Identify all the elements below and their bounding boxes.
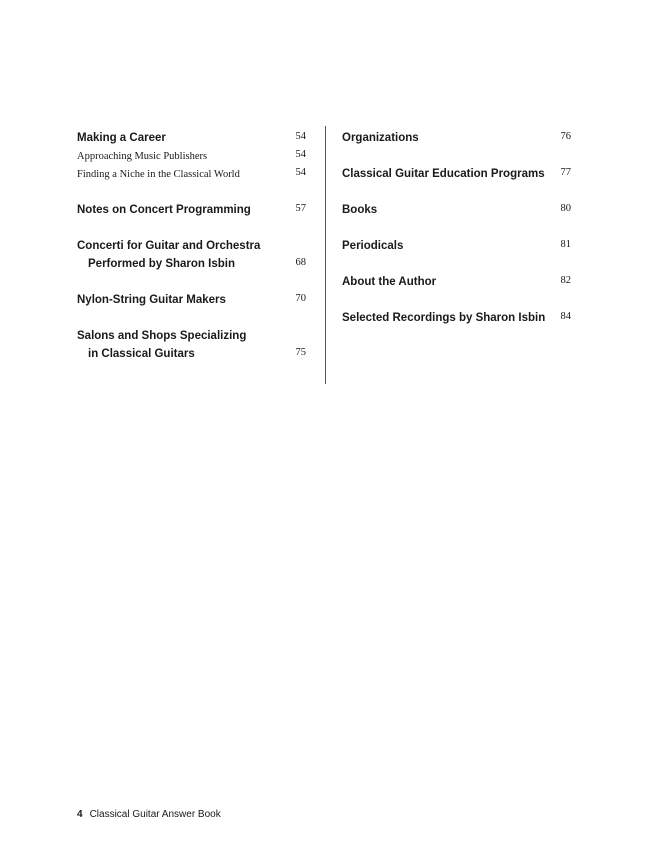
toc-page-number: 54 — [295, 149, 306, 160]
toc-entry-about-author[interactable] — [342, 272, 571, 290]
toc-entry-title: Making a Career — [77, 132, 166, 144]
footer-book-title: Classical Guitar Answer Book — [89, 809, 221, 820]
toc-entry-title: Selected Recordings by Sharon Isbin — [342, 312, 546, 324]
toc-right-column — [342, 128, 571, 326]
toc-entry-books[interactable] — [342, 200, 571, 218]
toc-entry-title: Salons and Shops Specializing — [77, 330, 247, 342]
toc-entry-concert-programming[interactable] — [77, 200, 306, 218]
toc-page-number: 54 — [295, 167, 306, 178]
toc-entry-periodicals[interactable] — [342, 236, 571, 254]
toc-entry-selected-recordings[interactable] — [342, 308, 571, 326]
toc-page-number: 68 — [295, 257, 306, 268]
toc-left-column — [77, 128, 306, 362]
toc-entry-title-continued: Performed by Sharon Isbin — [88, 258, 235, 270]
toc-entry-title: Nylon-String Guitar Makers — [77, 294, 226, 306]
toc-page-number: 76 — [560, 131, 571, 142]
footer-page-number: 4 — [77, 809, 83, 820]
toc-entry-title: Notes on Concert Programming — [77, 204, 251, 216]
toc-entry-concerti-line2[interactable] — [77, 254, 306, 272]
toc-entry-title: Concerti for Guitar and Orchestra — [77, 240, 261, 252]
toc-subentry-title: Finding a Niche in the Classical World — [77, 169, 240, 180]
toc-page-number: 70 — [295, 293, 306, 304]
toc-entry-title: About the Author — [342, 276, 437, 288]
page-footer — [77, 809, 221, 820]
toc-subentry-finding-niche[interactable] — [77, 164, 306, 182]
toc-entry-making-a-career[interactable] — [77, 128, 306, 146]
toc-entry-title: Periodicals — [342, 240, 404, 252]
toc-entry-guitar-makers[interactable] — [77, 290, 306, 308]
toc-entry-concerti-line1[interactable] — [77, 236, 306, 254]
toc-subentry-approaching-publishers[interactable] — [77, 146, 306, 164]
toc-page-number: 57 — [295, 203, 306, 214]
toc-page-number: 80 — [560, 203, 571, 214]
column-divider — [325, 126, 326, 384]
toc-page-number: 81 — [560, 239, 571, 250]
toc-entry-organizations[interactable] — [342, 128, 571, 146]
toc-entry-salons-line2[interactable] — [77, 344, 306, 362]
toc-entry-title-continued: in Classical Guitars — [88, 348, 195, 360]
toc-entry-title: Classical Guitar Education Programs — [342, 168, 545, 180]
toc-page-number: 75 — [295, 347, 306, 358]
toc-entry-education-programs[interactable] — [342, 164, 571, 182]
toc-page-number: 82 — [560, 275, 571, 286]
toc-entry-title: Books — [342, 204, 378, 216]
toc-page-number: 84 — [560, 311, 571, 322]
toc-page-number: 77 — [560, 167, 571, 178]
toc-entry-title: Organizations — [342, 132, 419, 144]
toc-entry-salons-line1[interactable] — [77, 326, 306, 344]
toc-subentry-title: Approaching Music Publishers — [77, 151, 208, 162]
toc-page-number: 54 — [295, 131, 306, 142]
